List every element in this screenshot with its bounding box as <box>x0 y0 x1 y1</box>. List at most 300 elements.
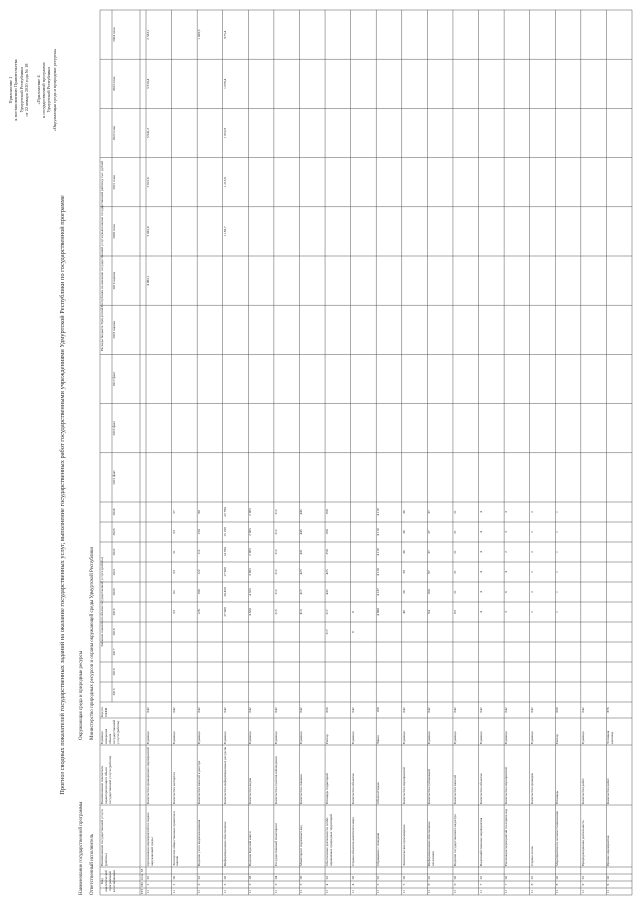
row-volume-value: 212 <box>273 549 278 555</box>
row-finance-value <box>275 11 299 58</box>
row-volume-value: 87 <box>427 570 432 574</box>
row-finance-value <box>505 208 529 255</box>
row-code: 02 <box>504 875 509 880</box>
row-indicator: Количество информационных ресурсов <box>222 746 227 804</box>
row-finance-value <box>275 257 299 304</box>
row-indicator: Количество работ <box>580 778 585 804</box>
header-finance-year: 2018 оценка <box>112 321 116 339</box>
row-code <box>556 868 580 873</box>
row-service-name: Реализация мероприятий по охране вод <box>504 808 509 866</box>
row-volume-value: 53 <box>171 570 176 574</box>
row-volume-value: 62 <box>171 590 176 594</box>
row-volume-value: 4 <box>504 571 509 573</box>
row-code <box>224 868 248 873</box>
row-volume-value <box>173 663 197 681</box>
row-finance-value: 1 183,7 <box>222 226 227 237</box>
row-finance-value <box>173 109 197 156</box>
row-finance-value <box>607 60 631 107</box>
row-volume-value <box>352 643 376 661</box>
row-volume-value: 4 <box>478 551 483 553</box>
row-volume-value: 2 <box>529 511 534 513</box>
row-finance-value <box>147 355 171 402</box>
row-volume-value: 128 <box>197 609 202 615</box>
row-unit: Гектар <box>555 734 560 744</box>
row-finance-value <box>352 60 376 107</box>
row-indicator: Количество записей <box>452 775 457 804</box>
row-unit: Единица <box>171 731 176 744</box>
row-finance-value: 4 082,1 <box>146 275 150 286</box>
row-finance-value <box>480 208 504 255</box>
row-finance-value <box>275 306 299 353</box>
row-volume-value <box>505 683 529 701</box>
row-finance-value <box>480 109 504 156</box>
row-volume-value <box>300 643 324 661</box>
row-volume-value <box>556 643 580 661</box>
row-volume-value: 190 <box>325 509 330 515</box>
row-finance-value <box>198 405 222 452</box>
row-finance-value <box>531 355 555 402</box>
row-finance-value <box>480 405 504 452</box>
row-volume-value <box>454 663 478 681</box>
row-finance-value <box>607 109 631 156</box>
row-volume-value <box>607 663 631 681</box>
row-finance-value <box>173 11 197 58</box>
row-finance-value <box>224 454 248 501</box>
row-volume-value: 36 <box>401 510 406 514</box>
row-okei: 642 <box>401 707 406 713</box>
row-finance-value <box>607 454 631 501</box>
row-okei: 059 <box>325 707 330 713</box>
row-volume-value <box>505 623 529 641</box>
row-code: 9 <box>580 883 585 886</box>
row-volume-value: 37 <box>427 510 432 514</box>
row-volume-value <box>505 663 529 681</box>
row-okei: 642 <box>478 707 483 713</box>
header-service-name: Наименование государственной услуги (работы) <box>100 809 108 866</box>
row-volume-value <box>377 683 401 701</box>
header-finance-year: 2020 план <box>112 224 116 239</box>
row-finance-value <box>300 159 324 206</box>
row-volume-value <box>300 663 324 681</box>
header-code: Код аналитической программной классификации <box>100 869 116 893</box>
row-finance-value <box>428 405 452 452</box>
row-okei: 642 <box>529 707 534 713</box>
row-code: 6 <box>427 883 432 886</box>
row-finance-value <box>377 60 401 107</box>
row-okei: 642 <box>248 707 253 713</box>
row-indicator: Количество работ <box>606 778 611 804</box>
row-finance-value <box>505 11 529 58</box>
row-volume-value: 122 <box>197 569 202 575</box>
row-finance-value <box>377 355 401 402</box>
row-service-name: Охрана объектов животного мира <box>350 817 355 866</box>
row-service-name: Организация мероприятий по охране окружающей среды <box>146 812 154 866</box>
row-finance-value <box>505 109 529 156</box>
row-finance-value <box>556 355 580 402</box>
row-finance-value <box>403 109 427 156</box>
row-code: 11 <box>529 889 534 894</box>
row-volume-value: 250 <box>325 549 330 555</box>
row-finance-value: 1 052,8 <box>222 127 227 139</box>
row-indicator: Количество проведенных мероприятий <box>146 747 150 804</box>
row-volume-value <box>480 623 504 641</box>
row-finance-value <box>480 11 504 58</box>
header-year: 2020 <box>112 588 116 596</box>
appendix-1-line: от 22 января 2020 года № 18 <box>24 63 30 117</box>
row-volume-value <box>352 503 376 521</box>
row-unit: Единица <box>478 731 483 744</box>
row-finance-value <box>428 109 452 156</box>
row-volume-value <box>198 663 222 681</box>
row-code: 01 <box>427 875 432 880</box>
row-volume-value: 4 <box>478 571 483 573</box>
row-volume-value <box>480 683 504 701</box>
row-okei: 642 <box>299 707 304 713</box>
row-finance-value <box>275 60 299 107</box>
row-finance-value <box>556 405 580 452</box>
row-code: 05 <box>299 875 304 880</box>
header-finance-year: 2019 оценка <box>112 271 116 290</box>
row-volume-value <box>377 623 401 641</box>
row-volume-value: 215 <box>273 609 278 615</box>
row-unit: Единица <box>350 731 355 744</box>
row-indicator: Площадь <box>555 790 560 804</box>
row-unit: Единица <box>248 731 253 744</box>
row-service-name: Мониторинг подземных вод <box>299 825 304 866</box>
row-finance-value <box>173 159 197 206</box>
row-finance-value <box>582 159 606 206</box>
row-finance-value <box>224 355 248 402</box>
row-volume-value: 38 <box>401 570 406 574</box>
row-okei: 642 <box>580 707 585 713</box>
row-volume-value <box>582 583 606 601</box>
row-volume-value: 63 <box>452 610 457 614</box>
row-volume-value: 432 <box>325 589 330 595</box>
row-volume-value: 212 <box>273 569 278 575</box>
row-finance-value <box>454 109 478 156</box>
row-code <box>403 868 427 873</box>
row-finance-value <box>173 454 197 501</box>
row-code <box>607 868 631 873</box>
row-finance-value <box>173 208 197 255</box>
row-volume-value <box>173 643 197 661</box>
row-indicator: Количество пунктов наблюдения <box>273 756 278 804</box>
row-volume-value <box>607 543 631 561</box>
row-indicator: Количество скважин <box>299 774 304 804</box>
row-finance-value <box>454 454 478 501</box>
row-finance-value <box>505 159 529 206</box>
row-code: 04 <box>273 875 278 880</box>
row-volume-value <box>403 663 427 681</box>
appendix-1-line: Удмуртской Республики <box>18 67 24 113</box>
row-volume-value <box>403 623 427 641</box>
row-volume-value: 417 <box>299 589 304 595</box>
row-volume-value <box>582 643 606 661</box>
row-volume-value <box>607 643 631 661</box>
row-volume-value: 21 <box>452 570 457 574</box>
row-finance-value <box>352 257 376 304</box>
row-volume-value <box>607 503 631 521</box>
row-finance-value <box>173 257 197 304</box>
row-finance-value <box>582 355 606 402</box>
row-volume-value <box>147 563 171 581</box>
row-finance-value <box>352 208 376 255</box>
row-volume-value: 37 <box>427 550 432 554</box>
row-finance-value <box>326 454 350 501</box>
row-finance-value <box>326 60 350 107</box>
appendix-4-line: «Приложение 4 <box>35 75 41 105</box>
row-volume-value: 6 <box>350 631 355 633</box>
row-volume-value <box>377 663 401 681</box>
row-volume-value <box>352 563 376 581</box>
row-finance-value <box>326 405 350 452</box>
row-volume-value: 212 <box>273 509 278 515</box>
row-volume-value <box>428 683 452 701</box>
row-unit: Тонна <box>376 735 381 744</box>
row-volume-value <box>582 663 606 681</box>
row-volume-value <box>147 683 171 701</box>
header-okei: Код по ОКЕИ <box>100 707 108 717</box>
header-code-sub: Осм <box>140 873 144 880</box>
row-volume-value: 150 <box>197 529 202 535</box>
row-volume-value <box>454 623 478 641</box>
row-volume-value: 94 <box>427 610 432 614</box>
row-finance-value <box>249 159 273 206</box>
row-indicator: Количество видов <box>248 777 253 804</box>
row-code: 2 <box>146 883 150 886</box>
row-code: 3 <box>248 883 253 886</box>
row-finance-value <box>147 454 171 501</box>
row-finance-value <box>300 306 324 353</box>
row-volume-value <box>275 683 299 701</box>
row-code <box>480 868 504 873</box>
row-finance-value <box>173 306 197 353</box>
row-finance-value <box>505 405 529 452</box>
row-finance-value <box>326 208 350 255</box>
row-volume-value: 4 <box>478 591 483 593</box>
header-year: 2019 <box>112 608 116 616</box>
row-code <box>198 868 222 873</box>
row-service-name: Экспертиза общественных проектов и оценок <box>171 810 180 866</box>
row-volume-value <box>300 683 324 701</box>
row-volume-value: 17 900 <box>222 567 227 577</box>
row-finance-value <box>480 257 504 304</box>
row-volume-value: 425 <box>299 569 304 575</box>
row-service-name: Информационное обеспечение <box>222 821 227 866</box>
row-volume-value <box>428 643 452 661</box>
row-finance-value <box>582 454 606 501</box>
row-indicator: Количество мероприятий <box>504 767 509 804</box>
row-service-name: Прочие мероприятия <box>606 835 611 866</box>
row-volume-value <box>607 603 631 621</box>
row-volume-value: 425 <box>325 569 330 575</box>
row-volume-value: 1 <box>555 511 560 513</box>
row-volume-value <box>147 623 171 641</box>
row-finance-value <box>531 11 555 58</box>
row-code: 11 <box>606 889 611 894</box>
row-code: 6 <box>452 883 457 886</box>
row-finance-value: 1 020,5 <box>197 29 202 40</box>
row-finance-value <box>173 355 197 402</box>
row-volume-value: 2 <box>529 551 534 553</box>
row-finance-value <box>480 355 504 402</box>
header-finance-year: 2016 факт <box>112 421 116 436</box>
row-volume-value <box>147 543 171 561</box>
row-finance-value <box>224 306 248 353</box>
row-code: 02 <box>401 875 406 880</box>
row-volume-value <box>147 663 171 681</box>
header-finance-year: 2021 план <box>112 174 116 190</box>
row-volume-value: 2 <box>529 571 534 573</box>
row-volume-value: 21 <box>452 590 457 594</box>
row-finance-value <box>556 208 580 255</box>
row-indicator: Количество экспертиз <box>171 772 176 804</box>
row-finance-value <box>582 208 606 255</box>
row-code <box>147 868 171 873</box>
row-indicator: Количество объектов <box>478 773 483 804</box>
row-finance-value <box>198 109 222 156</box>
header-code-sub: Пп <box>140 882 144 887</box>
row-code: 5 <box>401 883 406 886</box>
row-okei: 642 <box>273 707 278 713</box>
row-volume-value: 36 <box>401 550 406 554</box>
row-volume-value <box>480 663 504 681</box>
row-finance-value <box>454 208 478 255</box>
row-finance-value <box>198 257 222 304</box>
row-finance-value <box>531 60 555 107</box>
row-volume-value: 22 780 <box>222 507 227 517</box>
row-finance-value <box>505 60 529 107</box>
row-code: 11 <box>580 889 585 894</box>
row-volume-value: 15 100 <box>222 527 227 537</box>
row-finance-value <box>300 257 324 304</box>
row-volume-value <box>531 623 555 641</box>
row-indicator: Объем отходов <box>376 782 381 804</box>
row-finance-value <box>326 257 350 304</box>
row-service-name: Ведение государственного кадастра <box>452 814 457 866</box>
row-finance-value <box>556 454 580 501</box>
row-service-name: Государственный мониторинг <box>273 822 278 866</box>
row-finance-value <box>454 257 478 304</box>
row-volume-value: 445 <box>299 529 304 535</box>
row-code: 11 <box>376 889 381 894</box>
row-finance-value <box>300 11 324 58</box>
row-unit: Условная единица <box>606 730 615 744</box>
row-volume-value: 14 700 <box>222 547 227 557</box>
header-year: 2015 <box>112 688 116 696</box>
row-volume-value: 4 119 <box>376 528 381 536</box>
row-finance-value <box>377 306 401 353</box>
row-volume-value: 180 <box>197 589 202 595</box>
row-volume-value: 4 118 <box>376 568 381 576</box>
row-okei: 642 <box>427 707 432 713</box>
row-finance-value <box>607 11 631 58</box>
appendix-1-line: к постановлению Правительства <box>13 59 19 121</box>
row-volume-value: 2 <box>504 551 509 553</box>
row-volume-value: 21 <box>452 530 457 534</box>
row-code <box>505 868 529 873</box>
row-volume-value: 2 <box>529 531 534 533</box>
row-code: 9 <box>606 883 611 886</box>
row-finance-value <box>403 11 427 58</box>
row-volume-value <box>428 623 452 641</box>
row-code: 01 <box>325 875 330 880</box>
row-code: 01 <box>197 875 202 880</box>
row-code: 3 <box>197 883 202 886</box>
row-volume-value: 2 <box>529 591 534 593</box>
row-volume-value <box>352 583 376 601</box>
row-code: 01 <box>529 875 534 880</box>
row-code: 2 <box>171 883 176 886</box>
row-finance-value <box>454 306 478 353</box>
row-code <box>275 868 299 873</box>
row-service-name: Обеспечение деятельности особо охраняемых природных территорий <box>325 814 333 866</box>
row-code: 11 <box>325 889 330 894</box>
row-finance-value <box>198 454 222 501</box>
row-finance-value <box>403 306 427 353</box>
row-volume-value <box>198 683 222 701</box>
row-volume-value: 217 <box>325 629 330 635</box>
row-unit: Единица <box>427 731 432 744</box>
row-volume-value <box>249 623 273 641</box>
row-volume-value <box>607 523 631 541</box>
row-finance-value <box>531 306 555 353</box>
row-volume-value: 6 <box>504 591 509 593</box>
row-code <box>249 868 273 873</box>
row-volume-value: 1 <box>555 591 560 593</box>
row-finance-value <box>326 355 350 402</box>
row-volume-value <box>480 643 504 661</box>
header-code-sub: ГП <box>140 889 144 894</box>
appendix-4-line: «Окружающая среда и природные ресурсы» <box>51 48 57 132</box>
row-finance-value <box>403 60 427 107</box>
executor-label: Ответственный исполнитель <box>90 833 95 895</box>
header-code-sub: М <box>140 869 144 873</box>
row-volume-value <box>454 643 478 661</box>
row-indicator: Количество мероприятий <box>401 767 406 804</box>
row-code: 5 <box>376 883 381 886</box>
row-volume-value <box>300 623 324 641</box>
row-finance-value <box>531 405 555 452</box>
row-unit: Единица <box>299 731 304 744</box>
row-finance-value <box>352 306 376 353</box>
row-code: 11 <box>171 889 176 894</box>
header-year: 2018 <box>112 628 116 636</box>
appendix-4-line: Удмуртской Республики <box>46 67 52 113</box>
row-finance-value <box>249 405 273 452</box>
row-finance-value <box>198 159 222 206</box>
row-volume-value: 37 <box>427 530 432 534</box>
row-volume-value: 3 965 <box>248 568 253 576</box>
row-service-name: Водохозяйственные мероприятия <box>478 817 483 866</box>
row-service-name: Экологическое просвещение <box>401 824 406 866</box>
row-code <box>326 868 350 873</box>
row-finance-value <box>403 159 427 206</box>
row-code: 4 <box>350 883 355 886</box>
row-volume-value: 4 119 <box>376 508 381 516</box>
row-okei: 642 <box>146 707 150 713</box>
row-volume-value <box>326 643 350 661</box>
row-volume-value <box>224 643 248 661</box>
row-volume-value <box>607 623 631 641</box>
row-finance-value <box>352 159 376 206</box>
row-volume-value <box>147 503 171 521</box>
row-finance-value <box>531 109 555 156</box>
row-finance-value <box>531 257 555 304</box>
header-year: 2024 <box>112 508 116 516</box>
row-finance-value <box>403 208 427 255</box>
row-finance-value <box>352 109 376 156</box>
